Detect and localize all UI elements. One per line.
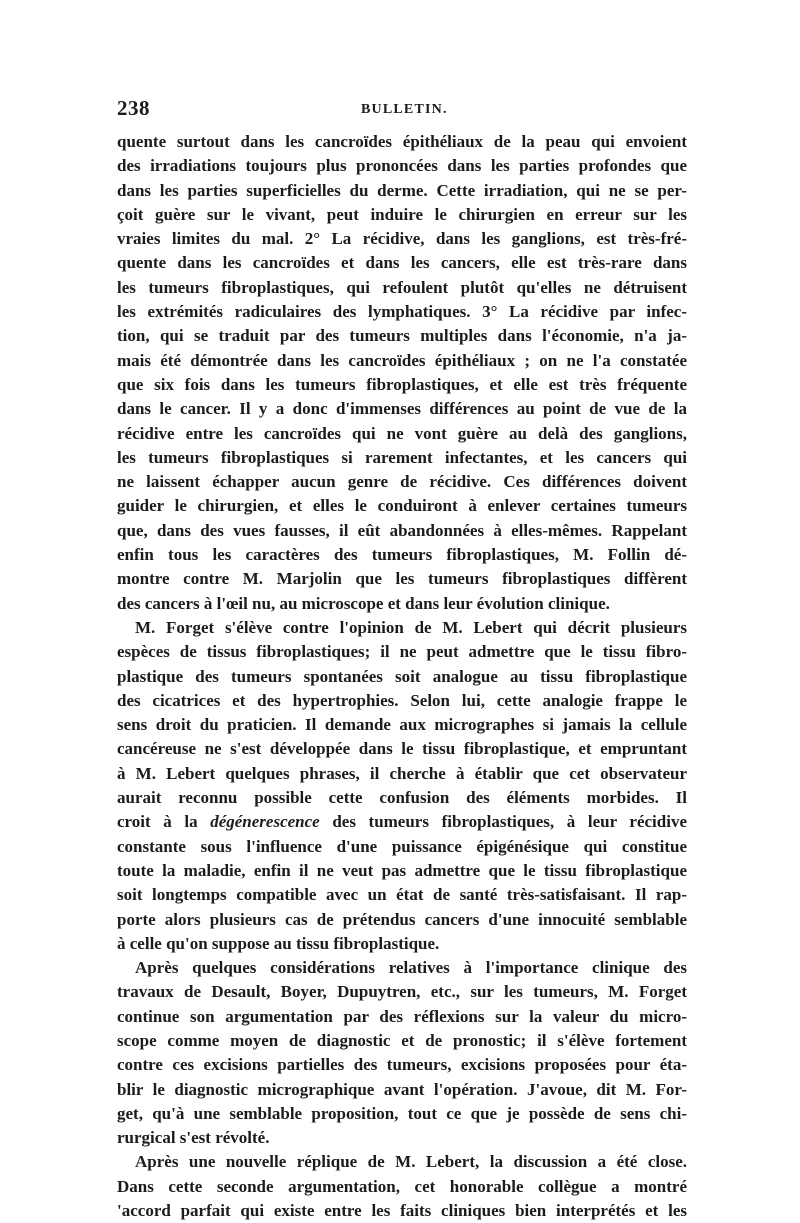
text-line: contre ces excisions partielles des tumeurs, excisions proposées pour éta- [117, 1055, 687, 1075]
text-line: porte alors plusieurs cas de prétendus cancers d'une innocuité semblable [117, 909, 687, 929]
text-line: M. Forget s'élève contre l'opinion de M. Lebert qui décrit plusieurs [135, 617, 687, 637]
text-line: plastique des tumeurs spontanées soit analogue au tissu fibroplastique [117, 666, 687, 686]
text-line: rurgical s'est révolté. [117, 1128, 270, 1148]
text-line: Dans cette seconde argumentation, cet honorable collègue a montré [117, 1176, 687, 1196]
text-line: ne laissent échapper aucun genre de récidive. Ces différences doivent [117, 472, 687, 492]
text-line: montre contre M. Marjolin que les tumeurs fibroplastiques diffèrent [117, 569, 687, 589]
text-line: les tumeurs fibroplastiques si rarement infectantes, et les cancers qui [117, 447, 687, 467]
text-line: les extrémités radiculaires des lymphatiques. 3° La récidive par infec- [117, 302, 687, 322]
text-line: constante sous l'influence d'une puissance épigénésique qui constitue [117, 836, 687, 856]
text-line: espèces de tissus fibroplastiques; il ne peut admettre que le tissu fibro- [117, 642, 687, 662]
text-segment: des tumeurs fibroplastiques, à leur récidive [319, 812, 687, 832]
text-line: sens droit du praticien. Il demande aux micrographes si jamais la cellule [117, 715, 687, 735]
text-line: scope comme moyen de diagnostic et de pronostic; il s'élève fortement [117, 1030, 687, 1050]
text-line: dans les parties superficielles du derme. Cette irradiation, qui ne se per- [117, 180, 687, 200]
text-line: Après quelques considérations relatives à l'importance clinique des [135, 958, 687, 978]
text-line: guider le chirurgien, et elles le conduiront à enlever certaines tumeurs [117, 496, 687, 516]
text-line: que, dans des vues fausses, il eût abandonnées à elles-mêmes. Rappelant [117, 520, 687, 540]
text-line: les tumeurs fibroplastiques, qui refoulent plutôt qu'elles ne détruisent [117, 277, 687, 297]
text-line: aurait reconnu possible cette confusion des éléments morbides. Il [117, 788, 687, 808]
text-line: quente dans les cancroïdes et dans les cancers, elle est très-rare dans [117, 253, 687, 273]
text-line: 'accord parfait qui existe entre les faits cliniques bien interprétés et les [117, 1201, 687, 1221]
text-line: à M. Lebert quelques phrases, il cherche à établir que cet observateur [117, 763, 687, 783]
text-line: travaux de Desault, Boyer, Dupuytren, etc., sur les tumeurs, M. Forget [117, 982, 687, 1002]
text-line: get, qu'à une semblable proposition, tout ce que je possède de sens chi- [117, 1103, 687, 1123]
text-line: récidive entre les cancroïdes qui ne vont guère au delà des ganglions, [117, 423, 687, 443]
text-line: cancéreuse ne s'est développée dans le tissu fibroplastique, et empruntant [117, 739, 687, 759]
text-line: à celle qu'on suppose au tissu fibroplastique. [117, 933, 440, 953]
text-line: blir le diagnostic micrographique avant l'opération. J'avoue, dit M. For- [117, 1079, 687, 1099]
text-segment: croit à la [117, 812, 211, 832]
text-line: tion, qui se traduit par des tumeurs multiples dans l'économie, n'a ja- [117, 326, 687, 346]
text-line: vraies limites du mal. 2° La récidive, dans les ganglions, est très-fré- [117, 229, 687, 249]
text-line: soit longtemps compatible avec un état de santé très-satisfaisant. Il rap- [117, 885, 687, 905]
running-head: BULLETIN. [361, 102, 448, 117]
page-number: 238 [117, 96, 150, 120]
body-text [117, 130, 687, 1223]
text-line: des cicatrices et des hypertrophies. Selon lui, cette analogie frappe le [117, 690, 687, 710]
text-line: mais été démontrée dans les cancroïdes épithéliaux ; on ne l'a constatée [117, 350, 687, 370]
text-line: des cancers à l'œil nu, au microscope et dans leur évolution clinique. [117, 593, 610, 613]
text-line: que six fois dans les tumeurs fibroplastiques, et elle est très fréquente [117, 374, 687, 394]
page-header [117, 96, 689, 124]
text-line: des irradiations toujours plus prononcées dans les parties profondes que [117, 156, 687, 176]
text-line [117, 810, 687, 834]
text-line: continue son argumentation par des réflexions sur la valeur du micro- [117, 1006, 687, 1026]
text-line: çoit guère sur le vivant, peut induire le chirurgien en erreur sur les [117, 204, 687, 224]
text-line: dans le cancer. Il y a donc d'immenses différences au point de vue de la [117, 399, 687, 419]
text-line: enfin tous les caractères des tumeurs fibroplastiques, M. Follin dé- [117, 545, 687, 565]
emphasis: dégénerescence [210, 812, 320, 832]
text-line: quente surtout dans les cancroïdes épithéliaux de la peau qui envoient [117, 132, 687, 151]
text-line: Après une nouvelle réplique de M. Lebert, la discussion a été close. [135, 1152, 687, 1172]
text-line: toute la maladie, enfin il ne veut pas admettre que le tissu fibroplastique [117, 860, 687, 880]
